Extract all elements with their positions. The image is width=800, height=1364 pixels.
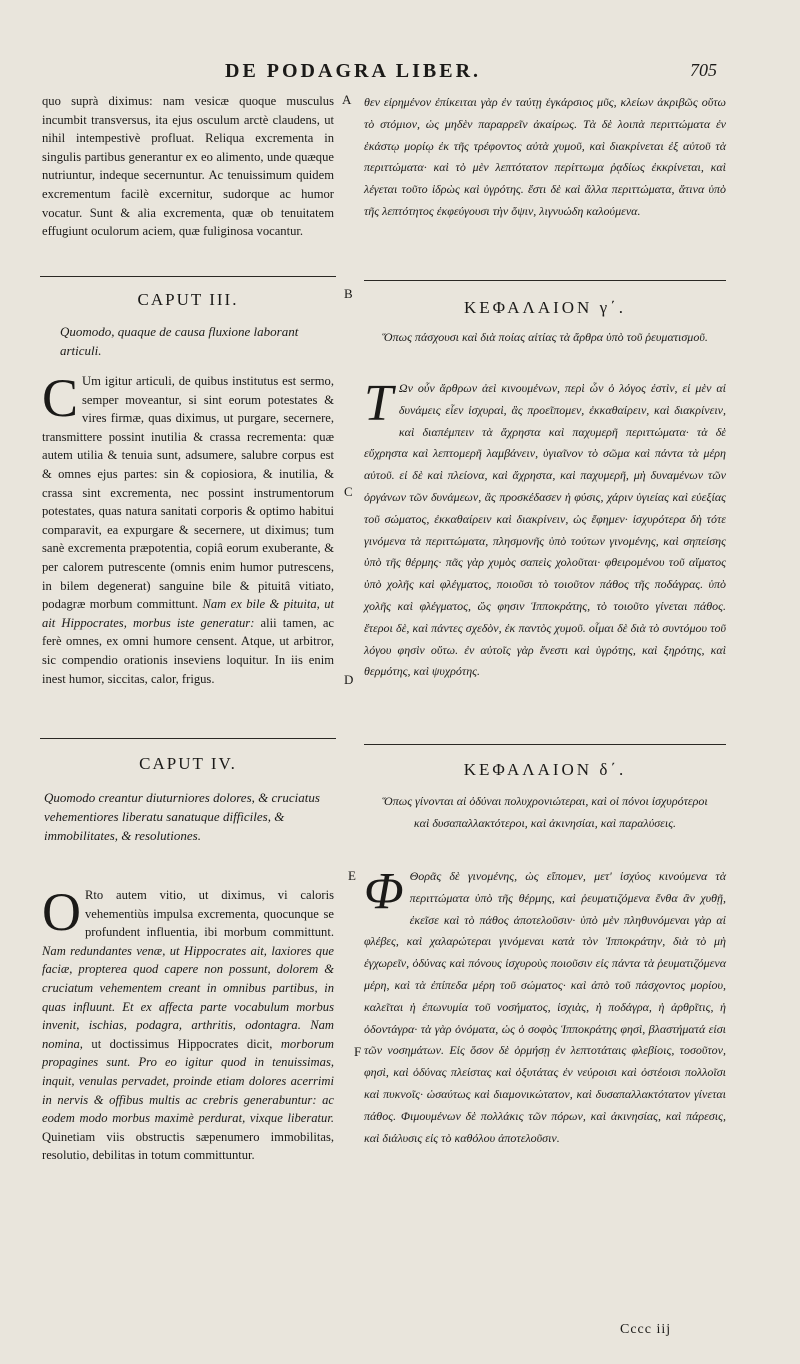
kef3-text: Ων οὖν ἄρθρων ἀεὶ κινουμένων, περὶ ὧν ὁ λόγος ἐστὶν, εἰ μὲν αἱ δυνάμεις εἶεν ἰσχυραὶ, ἃς προεῖπομεν, ἐκκαθαίρειν, καὶ διακρίνειν, καὶ διαπέμπειν τὰ ἄχρηστα καὶ παχυμερῆ περιττώματα· τὰ δὲ εὔχρηστα καὶ λεπτομερῆ λαμβάνειν, ὑγιαῖνον τὸ σῶμα καὶ πάντα τὰ μέρη αὐτοῦ. εἰ δὲ καὶ πλείονα, καὶ ἄχρηστα, καὶ παχυμερῆ, μὴ δυναμένων τῶν ὀργάνων τῶν δυνάμεων, ἃς προσκέδασεν ἡ φύσις, χάριν ὑγιείας καὶ εὐεξίας τοῦ σώματος, ἐκκαθαίρειν καὶ διακρίνειν, ὡς ἔφημεν· ἰσχυρότερα δὴ τότε γινόμενα τὰ περιττώματα, πλησμονῆς ὑπὸ τούτων γινομένης, καὶ σηπείσης ὑπὸ τῆς θέρμης· πᾶς γὰρ χυμὸς σαπεὶς χολοῦται· φθειρομένου τοῦ αἵματος ὑπὸ χολῆς καὶ φλέγματος, ποιοῦσι τὸ τοιοῦτον πάθος τῆς ποδάγρας. ὑπὸ χολῆς καὶ φλέγματος, ὥς φησιν Ἱπποκράτης, τὸ τοιοῦτο γίνεται πάθος. ἕτεροι δὲ, καὶ πάντες σχεδὸν, ἐκ παντὸς χυμοῦ. οἶμαι δὲ διὰ τὸ συντόμου τοῦ λόγου φησὶν οὕτω. ἐν αὐτοῖς γὰρ ἔνεστι καὶ ὑγρότης, καὶ ξηρότης, καὶ θερμότης, καὶ ψυχρότης.	[364, 381, 726, 679]
running-title: DE PODAGRA LIBER.	[225, 60, 482, 82]
signature-mark: Cccc iij	[620, 1322, 672, 1337]
latin-intro-text: quo suprà diximus: nam vesicæ quoque musculus incumbit transversus, ita ejus osculum arctè claudens, ut nihil intempestivè profluat. Reliqua excrementa in singulis partibus generantur ex eo alimento, unde quæque nutriuntur, indeque secernuntur. Ac tenuissimum quidem excrementum facilè excernitur, sudorque ac humor vocatur. Sunt & alia excrementa, quæ ob tenuitatem effugiunt oculorum aciem, quæ fuliginosa vocantur.	[42, 94, 334, 239]
cap3-quote: Nam ex bile & pituita, ut ait Hippocrates, morbus iste generatur:	[42, 597, 334, 630]
cap4-heading: CAPUT IV.	[139, 754, 237, 773]
cap4-tail: Quinetiam viis obstructis sæpenumero immobilitas, resolutio, debilitas in totum committuntur.	[42, 1129, 334, 1163]
cap4-quote-2: morborum propagines sunt. Pro eo igitur quod in tenuissimas, inquit, venulas pervadet, proinde etiam dolores acerrimi in nervis & offibus multis ac crebris generabuntur: ac eodem modo morbus maximè perdurat, vixque liberatur.	[42, 1036, 334, 1126]
cap4-text-1: Rto autem vitio, ut diximus, vi caloris vehementiùs impulsa excrementa, quocunque se profundent influentia, ibi morbum committunt.	[85, 888, 334, 940]
margin-letter-a: A	[342, 92, 352, 107]
kef4-subtitle: Ὅπως γίνονται αἱ ὀδύναι πολυχρονιώτεραι, καὶ οἱ πόνοι ἰσχυρότεροι καὶ δυσαπαλλακτότεροι, καὶ ἀκινησίαι, καὶ παραλύσεις.	[382, 794, 708, 830]
greek-intro	[364, 92, 726, 223]
kef4-text: Θορᾶς δὲ γινομένης, ὡς εἴπομεν, μετ' ἰσχύος κινούμενα τὰ περιττώματα ὑπὸ τῆς θέρμης, καὶ ῥευματιζόμενα ἔνθα ἂν χυθῇ, ἐκεῖσε καὶ τὸ πάθος ἀποτελοῦσιν· ὑπὸ μὲν πληθυνόμεναι γὰρ αἱ φλέβες, καὶ χαλαρώτεραι γινόμεναι κατὰ τὸν Ἱπποκράτην, διὰ τὸ μὴ ἐγχωρεῖν, ὀδύνας καὶ πόνους ἰσχυροὺς ποιοῦσιν εἰς πάντα τὰ ῥευματιζόμενα μέρη, καὶ τὰ ἐπίπεδα μέρη τοῦ σώματος· καὶ ἀπὸ τοῦ πάσχοντος μορίου, καλεῖται ἡ ἐπωνυμία τοῦ νοσήματος, ἰσχιὰς, ἡ ποδάγρα, ἡ ἀρθρῖτις, ἡ ὀδοντάγρα· τὰ γὰρ ὀνόματα, ὡς ὁ σοφὸς Ἱπποκράτης φησὶ, βλαστήματά εἰσι τῶν νοσημάτων. Εἰς ὅσον δὲ ὁρμήσῃ ἐν λεπτοτάταις φλεβίοις, τοσοῦτον, φησὶ, καὶ ὀδύνας πλείστας καὶ ὀξυτάτας ἐν νεύροισι καὶ ὀστέοισι πολλοῖσι καὶ πυκνοῖς· ὡσαύτως καὶ διαμονικώτατον, καὶ δυσαπαλλακτότατον γίνεται πάθος. Φιμουμένων δὲ πολλάκις τῶν πόρων, καὶ ἀκινησίας, καὶ πάρεσις, καὶ διάλυσις εἰς τὸ καθόλου ἀποτελοῦσιν.	[364, 869, 726, 1145]
rule-right-2	[364, 744, 726, 745]
margin-letter-c: C	[344, 484, 353, 499]
cap4-text-2: ut doctissimus Hippocrates dicit,	[91, 1036, 273, 1051]
cap3-subtitle: Quomodo, quaque de causa fluxione laborant articuli.	[60, 324, 299, 358]
margin-letter-d: D	[344, 672, 354, 687]
kef4-dropcap: Φ	[364, 863, 404, 920]
kef3-heading: ΚΕΦΑΛΑΙΟΝ γ΄.	[463, 298, 627, 317]
cap3-dropcap: C	[42, 368, 79, 428]
cap4-dropcap: O	[42, 882, 81, 942]
margin-letter-e: E	[348, 868, 356, 883]
cap4-quote-1: Nam redundantes venæ, ut Hippocrates ait, laxiores que faciæ, propterea quod capere non possunt, dolorem & cruciatum vehementem creant in omnibus partibus, in quas influunt. Et ex affecta parte vocabulum morbus invenit, ischias, podagra, arthritis, odontagra. Nam nomina,	[42, 943, 334, 1051]
latin-intro	[42, 92, 334, 241]
cap4-body	[42, 882, 334, 1165]
cap3-heading: CAPUT III.	[137, 290, 239, 309]
kef4-body	[364, 863, 726, 1149]
kef3-subtitle: Ὅπως πάσχουσι καὶ διὰ ποίας αἰτίας τὰ ἄρθρα ὑπὸ τοῦ ῥευματισμοῦ.	[382, 330, 708, 344]
kef4-heading: ΚΕΦΑΛΑΙΟΝ δ΄.	[463, 760, 627, 779]
cap3-text: Um igitur articuli, de quibus institutus est sermo, semper moveantur, si sint eorum potestates & vires firmæ, quas diximus, ut purgare, secernere, transmittere possint inutilia & crassa recrementa: quæ autem utilia & tenuia sunt, adsumere, salubre corpus est & omnes ejus partes: sin & copiosiora, & inutilia, & crassa sint excrementa, nec possint instrumentorum potestates, quas natura sanitati corporis & optimo habitui comparavit, ea expurgare & secernere, ut diximus; tum sanè excrementa præpotentia, copiâ eorum exuberante, & per calorem putrescente (omnis enim humor putrescens, in bilem degenerat) sanguine bile & pituitâ vitiato, podagræ morbum committunt.	[42, 374, 334, 612]
cap3-tail: alii tamen, ac ferè omnes, ex omni humore censent. Atque, ut arbitror, sic compendio orationis inseviens loquitur. In iis enim inest humor, siccitas, calor, frigus.	[42, 615, 335, 686]
margin-letter-f: F	[354, 1044, 362, 1059]
rule-left-2	[40, 738, 336, 739]
cap3-body	[42, 368, 335, 688]
greek-intro-text: θεν εἰρημένον ἐπίκειται γὰρ ἐν ταύτῃ ἐγκάρσιος μῦς, κλείων ἀκριβῶς οὕτω τὸ στόμιον, ὡς μηδὲν παραρρεῖν ἀκαίρως. Τὰ δὲ λοιπὰ περιττώματα ἐν ἑκάστῳ μορίῳ ἐκ τῆς τρέφοντος αὐτὰ χυμοῦ, καὶ διακρίνεται ἐξ αὐτοῦ τὰ περιττώματα· καὶ τὸ μὲν λεπτότατον περίττωμα ῥᾳδίως ἐκκρίνεται, καὶ λέγεται τοῦτο ἱδρὼς καὶ ὑγρότης. ἔστι δὲ καὶ ἄλλα περιττώματα, ἅτινα ὑπὸ τῆς λεπτότητος ἐκφεύγουσι τὴν ὄψιν, λιγνυώδη καλούμενα.	[364, 95, 726, 218]
cap4-subtitle: Quomodo creantur diuturniores dolores, & cruciatus vehementiores liberatu sanatuque difficiles, & immobilitates, & resolutiones.	[44, 790, 320, 843]
margin-letter-b: B	[344, 286, 353, 301]
page-number: 705	[690, 60, 717, 80]
rule-right-1	[364, 280, 726, 281]
rule-left-1	[40, 276, 336, 277]
kef3-dropcap: Τ	[364, 375, 393, 432]
kef3-body	[364, 375, 726, 683]
